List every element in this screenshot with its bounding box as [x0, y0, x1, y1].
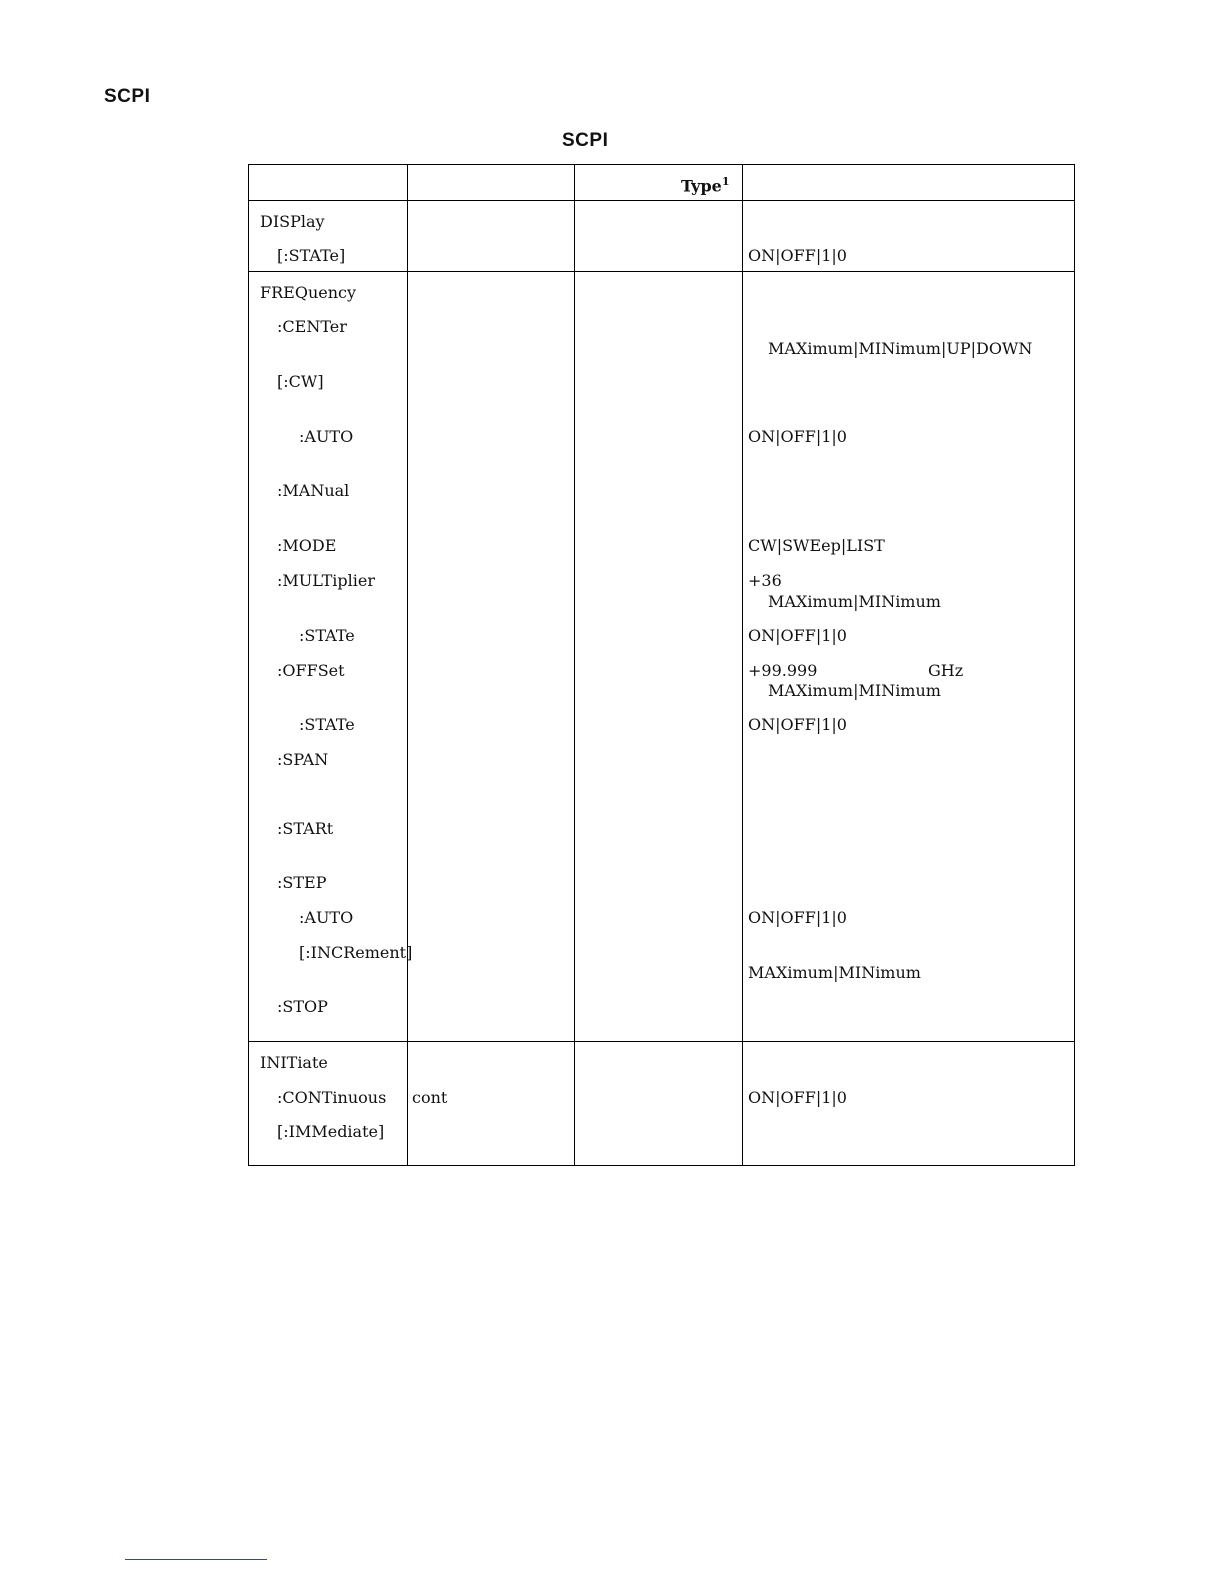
cw-command: [:CW] [277, 372, 324, 391]
column-divider [407, 165, 408, 1165]
step-command: :STEP [277, 873, 327, 892]
command-table [248, 164, 1075, 1166]
cw-auto-command: :AUTO [299, 427, 354, 446]
continuous-form: cont [412, 1088, 448, 1107]
multiplier-param-value: +36 [748, 571, 782, 590]
step-auto-param: ON|OFF|1|0 [748, 908, 847, 927]
table-title: SCPI [562, 130, 609, 151]
start-command: :STARt [277, 819, 334, 838]
column-divider [574, 165, 575, 1165]
display-state-command: [:STATe] [277, 246, 346, 265]
center-command: :CENTer [277, 317, 347, 336]
section-label: SCPI [104, 86, 151, 107]
header-divider [249, 200, 1074, 201]
stop-command: :STOP [277, 997, 328, 1016]
continuous-param: ON|OFF|1|0 [748, 1088, 847, 1107]
frequency-command: FREQuency [260, 283, 357, 302]
multiplier-state-param: ON|OFF|1|0 [748, 626, 847, 645]
step-increment-command: [:INCRement] [299, 943, 413, 962]
manual-command: :MANual [277, 481, 350, 500]
group-divider [249, 1041, 1074, 1042]
column-divider [742, 165, 743, 1165]
footnote-rule [125, 1559, 267, 1560]
multiplier-param-keywords: MAXimum|MINimum [768, 592, 941, 611]
multiplier-command: :MULTiplier [277, 571, 375, 590]
initiate-command: INITiate [260, 1053, 328, 1072]
immediate-command: [:IMMediate] [277, 1122, 385, 1141]
offset-command: :OFFSet [277, 661, 345, 680]
type-column-header: Type$^1$ [681, 175, 730, 196]
offset-param-unit: GHz [928, 661, 964, 680]
offset-param-value: +99.999 [748, 661, 818, 680]
offset-state-command: :STATe [299, 715, 355, 734]
offset-param-keywords: MAXimum|MINimum [768, 681, 941, 700]
mode-command: :MODE [277, 536, 337, 555]
display-state-param: ON|OFF|1|0 [748, 246, 847, 265]
step-increment-param: MAXimum|MINimum [748, 963, 921, 982]
offset-state-param: ON|OFF|1|0 [748, 715, 847, 734]
span-command: :SPAN [277, 750, 329, 769]
footnote-marker: 1 [721, 175, 730, 188]
center-param: MAXimum|MINimum|UP|DOWN [768, 339, 1033, 358]
step-auto-command: :AUTO [299, 908, 354, 927]
group-divider [249, 271, 1074, 272]
continuous-command: :CONTinuous [277, 1088, 387, 1107]
cw-auto-param: ON|OFF|1|0 [748, 427, 847, 446]
display-command: DISPlay [260, 212, 325, 231]
mode-param: CW|SWEep|LIST [748, 536, 885, 555]
multiplier-state-command: :STATe [299, 626, 355, 645]
